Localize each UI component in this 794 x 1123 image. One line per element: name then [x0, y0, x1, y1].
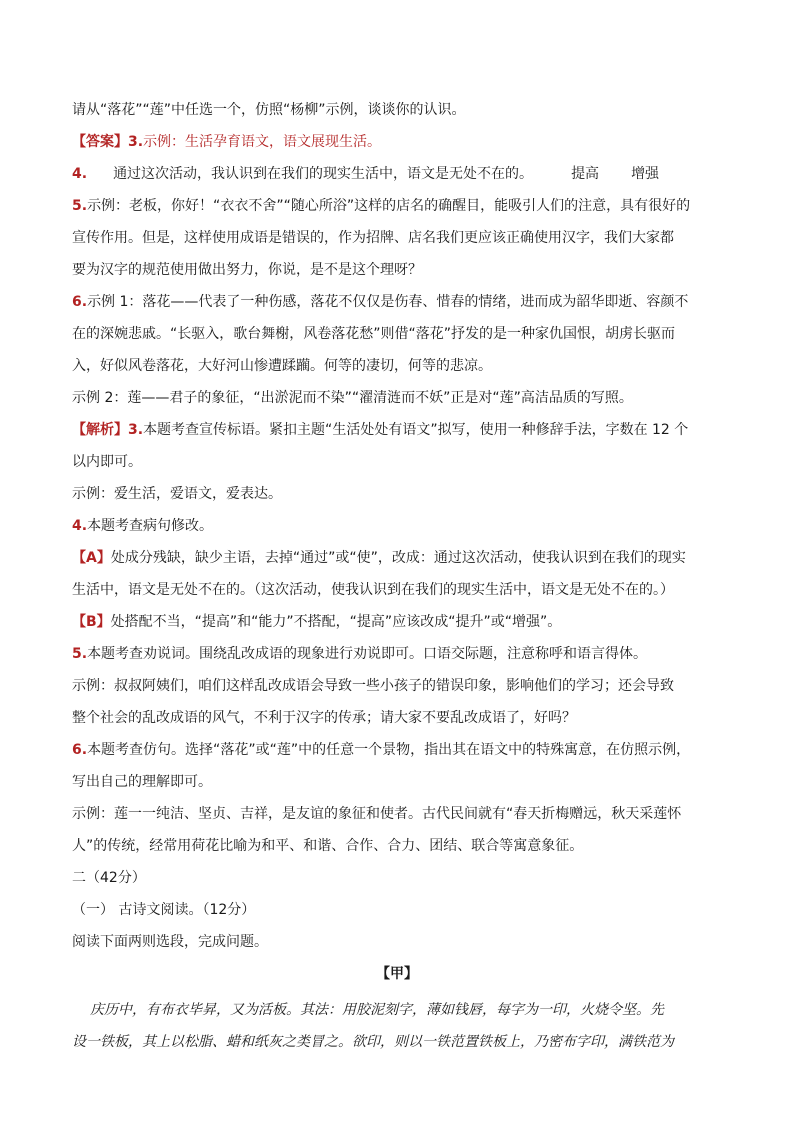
analysis-6 — [72, 740, 690, 760]
analysis-6-line-2: 写出自己的理解即可。 — [72, 774, 212, 790]
analysis-6-text: 本题考查仿句。选择“落花”或“莲”中的任意一个景物，指出其在语文中的特殊寓意，在仿照示例， — [87, 742, 691, 758]
passage-title-jia: 【甲】 — [376, 966, 418, 982]
answer-5-line-3: 要为汉字的规范使用做出努力，你说，是不是这个理呀？ — [72, 262, 422, 278]
answer-6-line-3: 入，好似风卷落花，大好河山惨遭蹂躏。何等的凄切，何等的悲凉。 — [72, 358, 492, 374]
analysis-5-example-2: 整个社会的乱改成语的风气，不利于汉字的传承；请大家不要乱改成语了，好吗？ — [72, 710, 576, 726]
answer-6-line-2: 在的深婉悲戚。“长驱入，歌台舞榭，风卷落花愁”则借“落花”抒发的是一种家仇国恨，胡虏长驱而 — [72, 326, 676, 342]
answer-4-word-2: 增强 — [631, 166, 660, 182]
answer-4-text: 通过这次活动，我认识到在我们的现实生活中，语文是无处不在的。 — [113, 166, 534, 182]
answer-6-number: 6. — [72, 294, 88, 310]
analysis-5 — [72, 644, 647, 664]
classical-text-line-2: 设一铁板，其上以松脂、蜡和纸灰之类冒之。欲印，则以一铁范置铁板上，乃密布字印，满铁范为 — [72, 1034, 674, 1050]
analysis-3-example: 示例：爱生活，爱语文，爱表达。 — [72, 486, 282, 502]
analysis-a-line-1 — [72, 548, 686, 568]
answer-5-line-1 — [72, 196, 690, 216]
analysis-label: 【解析】 — [72, 422, 128, 438]
answer-4-word-1: 提高 — [571, 166, 600, 182]
label-a: 【A】 — [72, 550, 111, 566]
answer-3-text: 示例：生活孕育语文，语文展现生活。 — [143, 134, 382, 150]
answer-5-number: 5. — [72, 198, 88, 214]
section-heading: 二（42分） — [72, 870, 146, 886]
answer-3 — [72, 132, 381, 152]
analysis-3-line-1 — [72, 420, 688, 440]
analysis-5-text: 本题考查劝说词。围绕乱改成语的现象进行劝说即可。口语交际题，注意称呼和语言得体。 — [87, 646, 648, 662]
analysis-4-number: 4. — [72, 518, 88, 534]
answer-4-number: 4. — [72, 166, 88, 182]
analysis-3-line-2: 以内即可。 — [72, 454, 142, 470]
question-prompt: 请从“落花”“莲”中任选一个，仿照“杨柳”示例，谈谈你的认识。 — [72, 102, 466, 118]
answer-6-line-1 — [72, 292, 688, 312]
answer-5-text-1: 示例：老板，你好！“衣衣不舍”“随心所浴”这样的店名的确醒目，能吸引人们的注意，具有很好的 — [87, 198, 691, 214]
subsection-heading: （一） 古诗文阅读。（12分） — [72, 902, 256, 918]
classical-text-line-1: 庆历中，有布衣毕昇，又为活板。其法：用胶泥刻字，薄如钱唇，每字为一印，火烧令坚。先 — [90, 1002, 664, 1018]
analysis-6-example-1: 示例：莲一一纯洁、坚贞、吉祥，是友谊的象征和使者。古代民间就有“春天折梅赠远，秋天采莲怀 — [72, 806, 682, 822]
answer-5-line-2: 宣传作用。但是，这样使用成语是错误的，作为招牌、店名我们更应该正确使用汉字，我们大家都 — [72, 230, 674, 246]
answer-3-number: 3. — [128, 134, 144, 150]
analysis-3-number: 3. — [128, 422, 144, 438]
label-b: 【B】 — [72, 614, 111, 630]
answer-6-line-4: 示例 2：莲——君子的象征，“出淤泥而不染”“濯清涟而不妖”正是对“莲”高洁品质的写照。 — [72, 390, 633, 406]
analysis-5-number: 5. — [72, 646, 88, 662]
analysis-4-text: 本题考查病句修改。 — [87, 518, 214, 534]
analysis-6-example-2: 人”的传统，经常用荷花比喻为和平、和谐、合作、合力、团结、联合等寓意象征。 — [72, 838, 584, 854]
analysis-b — [72, 612, 561, 632]
analysis-5-example-1: 示例：叔叔阿姨们，咱们这样乱改成语会导致一些小孩子的错误印象，影响他们的学习；还会导致 — [72, 678, 674, 694]
analysis-6-number: 6. — [72, 742, 88, 758]
analysis-a-text-1: 处成分残缺，缺少主语，去掉“通过”或“使”，改成：通过这次活动，使我认识到在我们的现实 — [110, 550, 686, 566]
analysis-a-line-2: 生活中，语文是无处不在的。（这次活动，使我认识到在我们的现实生活中，语文是无处不在的。） — [72, 582, 674, 598]
reading-instruction: 阅读下面两则选段，完成问题。 — [72, 934, 268, 950]
answer-label: 【答案】 — [72, 134, 128, 150]
answer-6-text-1: 示例 1：落花——代表了一种伤感，落花不仅仅是伤春、惜春的情绪，进而成为韶华即逝、容颜不 — [87, 294, 689, 310]
analysis-4 — [72, 516, 213, 536]
analysis-b-text: 处搭配不当，“提高”和“能力”不搭配，“提高”应该改成“提升”或“增强”。 — [110, 614, 562, 630]
analysis-3-text-1: 本题考查宣传标语。紧扣主题“生活处处有语文”拟写，使用一种修辞手法，字数在 12 个 — [143, 422, 689, 438]
answer-4 — [72, 164, 659, 184]
